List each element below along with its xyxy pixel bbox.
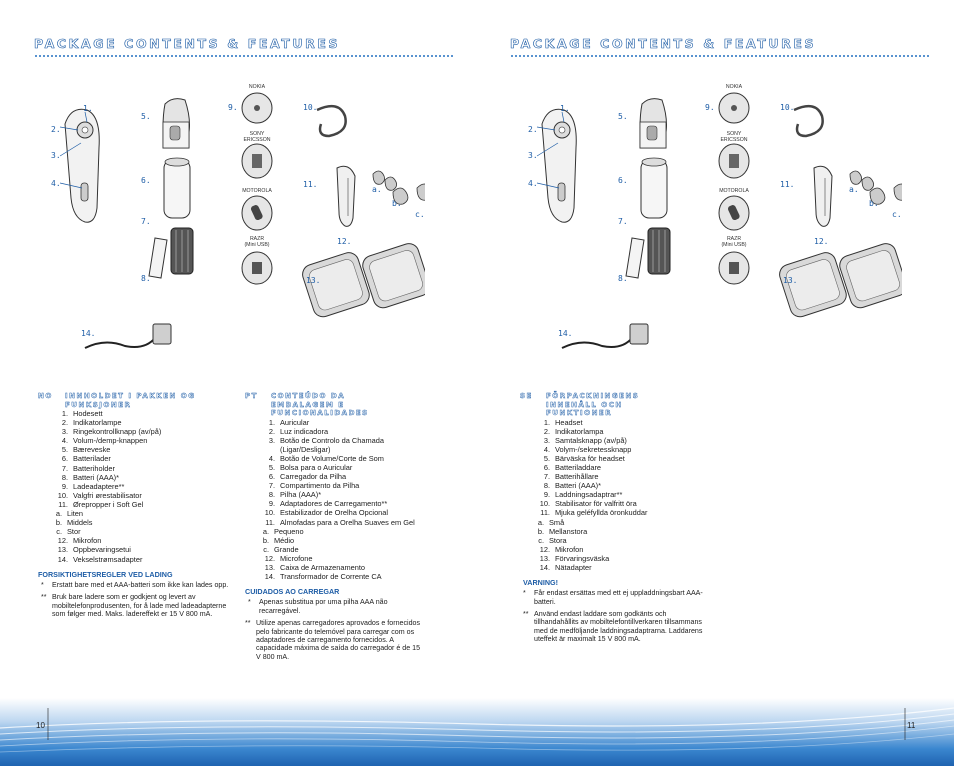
list-item: 1. Headset xyxy=(543,417,583,427)
no-heading: NO INNHOLDET I PAKKEN OG FUNKSJONER xyxy=(38,392,196,409)
nokia-label: NOKIA xyxy=(725,84,743,90)
list-item: 14. Transformador de Corrente CA xyxy=(264,572,382,582)
dotted-divider xyxy=(510,55,930,57)
callout-c: c. xyxy=(415,210,425,219)
callout-12: 12. xyxy=(814,237,829,246)
list-item: 14. Vekselstrømsadapter xyxy=(57,554,143,564)
se-warning-title: VARNING! xyxy=(523,578,559,588)
motorola-label: MOTOROLA xyxy=(242,188,272,194)
list-item: a. Pequeno xyxy=(262,526,304,536)
list-item: 13. Oppbevaringsetui xyxy=(57,545,131,555)
callout-6: 6. xyxy=(618,176,628,185)
callout-9: 9. xyxy=(705,103,715,112)
list-item: 10. Estabilizador de Orelha Opcional xyxy=(264,508,389,518)
se-section xyxy=(520,392,730,644)
pt-note-1: * Apenas substitua por uma pilha AAA não recarregável. xyxy=(248,598,388,615)
callout-b: b. xyxy=(392,199,402,208)
list-item: 2. Luz indicadora xyxy=(268,426,329,436)
list-item: 12. Microfone xyxy=(264,553,313,563)
list-item: 8. Batteri (AAA)* xyxy=(61,472,120,482)
callout-10: 10. xyxy=(303,103,318,112)
callout-3: 3. xyxy=(51,151,61,160)
list-item: 12. Mikrofon xyxy=(539,544,584,554)
list-item: a. Små xyxy=(537,517,565,527)
list-item: 11. Ørepropper i Soft Gel xyxy=(58,499,144,509)
sony-ericsson-label: SONY ERICSSON xyxy=(720,131,748,143)
list-item: 2. Indikatorlampa xyxy=(543,426,604,436)
list-item: 4. Botão de Volume/Corte de Som xyxy=(268,453,384,463)
package-illustration xyxy=(522,84,902,360)
callout-8: 8. xyxy=(141,274,151,283)
page-title: PACKAGE CONTENTS & FEATURES xyxy=(510,36,817,51)
se-note-2: ** Använd endast laddare som godkänts och tillhandahållits av mobiltelefontillverkaren tillsammans med de medföljande laddningsadaptrarna. Laddarens uteffekt är maximalt 15 V 800 mA. xyxy=(523,610,703,644)
callout-2: 2. xyxy=(528,125,538,134)
callout-2: 2. xyxy=(51,125,61,134)
list-item: 9. Adaptadores de Carregamento** xyxy=(268,499,388,509)
no-warning-title: FORSIKTIGHETSREGLER VED LADING xyxy=(38,569,173,579)
callout-7: 7. xyxy=(618,217,628,226)
footer-wave-graphic xyxy=(0,698,954,766)
pt-note-2: ** Utilize apenas carregadores aprovados e fornecidos pelo fabricante do telemóvel para carregar com os adaptadores de carregamento fornecidos. A capacidade máxima de saída do carregador é de 15 V 800 mA. xyxy=(245,619,421,661)
callout-6: 6. xyxy=(141,176,151,185)
list-item: c. Grande xyxy=(263,544,299,554)
list-item: 4. Volum-/demp-knappen xyxy=(61,436,148,446)
list-item: 3. Ringekontrollknapp (av/på) xyxy=(61,427,162,437)
pt-heading: PT CONTEÚDO DA EMBALAGEM E FUNCIONALIDADES xyxy=(245,392,369,417)
list-item: 1. Auricular xyxy=(268,417,310,427)
list-item: 1. Hodesett xyxy=(61,409,103,418)
list-item: 7. Compartimento da Pilha xyxy=(268,481,360,491)
footer-band xyxy=(0,698,954,766)
callout-c: c. xyxy=(892,210,902,219)
list-item: 3. Samtalsknapp (av/på) xyxy=(543,435,627,445)
sony-ericsson-label: SONY ERICSSON xyxy=(243,131,271,143)
list-item: 11. Almofadas para a Orelha Suaves em Gel xyxy=(265,517,415,527)
list-item: 12. Mikrofon xyxy=(57,536,102,546)
list-item: 3. Botão de Controlo da Chamada (Ligar/Desligar) xyxy=(268,435,384,454)
no-list xyxy=(38,409,238,564)
callout-8: 8. xyxy=(618,274,628,283)
callout-14: 14. xyxy=(81,329,96,338)
no-note-1: * Erstatt bare med et AAA-batteri som ikke kan lades opp. xyxy=(41,580,229,589)
nokia-label: NOKIA xyxy=(248,84,266,90)
list-item: 8. Batteri (AAA)* xyxy=(543,481,602,491)
callout-10: 10. xyxy=(780,103,795,112)
list-item: 9. Laddningsadaptrar** xyxy=(543,490,623,500)
callout-a: a. xyxy=(849,185,859,194)
callout-4: 4. xyxy=(528,179,538,188)
list-item: 10. Stabilisator för valfritt öra xyxy=(539,499,637,509)
no-section xyxy=(38,392,238,618)
callout-1: 1. xyxy=(83,104,93,113)
list-item: 13. Förvaringsväska xyxy=(539,553,610,563)
razr-label: RAZR (Mini USB) xyxy=(721,236,747,248)
list-item: b. Middels xyxy=(55,518,93,528)
callout-11: 11. xyxy=(780,180,795,189)
callout-5: 5. xyxy=(618,112,628,121)
list-item: c. Stor xyxy=(56,527,81,537)
page-number-right: 11 xyxy=(907,721,916,730)
no-note-2: ** Bruk bare ladere som er godkjent og levert av mobiltelefonprodusenten, for å lade med ladeadapterne som følger med. Maks. ladereffekt er 15 V 800 mA. xyxy=(41,593,227,618)
list-item: a. Liten xyxy=(55,509,84,519)
list-item: 14. Nätadapter xyxy=(539,563,592,572)
list-item: 7. Batteriholder xyxy=(61,463,115,473)
callout-13: 13. xyxy=(783,276,798,285)
list-item: 7. Batterihållare xyxy=(543,472,599,482)
list-item: c. Stora xyxy=(538,535,567,545)
pt-section xyxy=(245,392,450,661)
list-item: 5. Bolsa para o Auricular xyxy=(268,462,353,472)
callout-4: 4. xyxy=(51,179,61,188)
list-item: 10. Valgfri ørestabilisator xyxy=(57,490,142,500)
list-item: 4. Volym-/sekretessknapp xyxy=(543,444,632,454)
callout-14: 14. xyxy=(558,329,573,338)
callout-a: a. xyxy=(372,185,382,194)
se-heading: SE FÖRPACKNINGENS INNEHÅLL OCH FUNKTIONER xyxy=(520,392,640,417)
right-page xyxy=(477,0,954,766)
dotted-divider xyxy=(34,55,454,57)
list-item: 13. Caixa de Armazenamento xyxy=(264,563,366,572)
list-item: 5. Bärväska för headset xyxy=(543,453,625,463)
callout-3: 3. xyxy=(528,151,538,160)
list-item: 9. Ladeadaptere** xyxy=(61,481,125,491)
package-illustration xyxy=(45,84,425,360)
list-item: b. Médio xyxy=(262,535,295,545)
callout-7: 7. xyxy=(141,217,151,226)
page-title: PACKAGE CONTENTS & FEATURES xyxy=(34,36,341,51)
page-number-left: 10 xyxy=(36,721,45,730)
list-item: 6. Batteriladdare xyxy=(543,462,602,472)
se-list xyxy=(520,418,730,573)
callout-1: 1. xyxy=(560,104,570,113)
callout-11: 11. xyxy=(303,180,318,189)
list-item: 6. Batterilader xyxy=(61,454,111,464)
callout-13: 13. xyxy=(306,276,321,285)
pt-list xyxy=(245,418,450,582)
callout-9: 9. xyxy=(228,103,238,112)
package-illustration-svg xyxy=(522,88,902,360)
list-item: 11. Mjuka geléfyllda öronkuddar xyxy=(540,508,648,518)
list-item: b. Mellanstora xyxy=(537,526,588,536)
se-note-1: * Får endast ersättas med ett ej uppladdningsbart AAA-batteri. xyxy=(523,589,703,606)
list-item: 5. Bæreveske xyxy=(61,445,111,455)
motorola-label: MOTOROLA xyxy=(719,188,749,194)
callout-b: b. xyxy=(869,199,879,208)
list-item: 2. Indikatorlampe xyxy=(61,418,122,428)
package-illustration-svg xyxy=(45,88,425,360)
callout-12: 12. xyxy=(337,237,352,246)
pt-warning-title: CUIDADOS AO CARREGAR xyxy=(245,587,340,597)
callout-5: 5. xyxy=(141,112,151,121)
list-item: 6. Carregador da Pilha xyxy=(268,472,347,482)
list-item: 8. Pilha (AAA)* xyxy=(268,490,322,500)
razr-label: RAZR (Mini USB) xyxy=(244,236,270,248)
